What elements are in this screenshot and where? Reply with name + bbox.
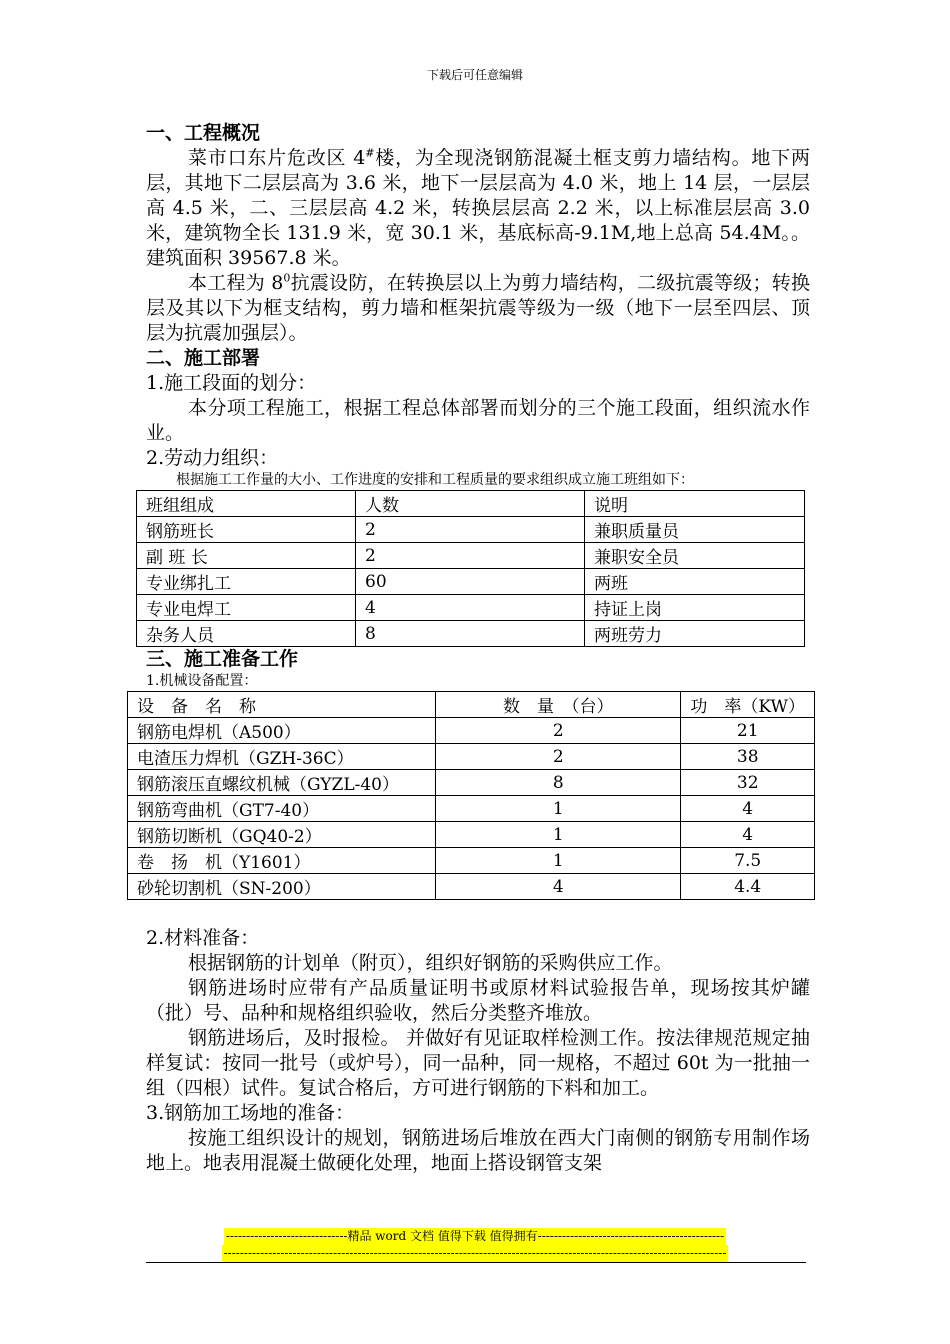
table-row [128, 796, 815, 822]
table-cell: 砂轮切割机（SN-200） [128, 874, 436, 900]
materials-paragraph-1: 根据钢筋的计划单（附页），组织好钢筋的采购供应工作。 [188, 952, 673, 974]
table-cell: 钢筋弯曲机（GT7-40） [128, 796, 436, 822]
table-row [128, 770, 815, 796]
table-cell: 38 [681, 744, 815, 770]
table-row [137, 543, 805, 569]
table-cell: 21 [681, 718, 815, 744]
table-cell: 8 [436, 770, 681, 796]
table-cell: 32 [681, 770, 815, 796]
table-row [128, 874, 815, 900]
table-header-cell: 数 量 （台） [436, 692, 681, 718]
staff-table [136, 490, 805, 647]
table-header-row [128, 692, 815, 718]
subheading-segments: 1.施工段面的划分： [146, 372, 317, 394]
table-cell: 1 [436, 796, 681, 822]
table-cell: 卷 扬 机（Y1601） [128, 848, 436, 874]
table-header-cell: 功 率（KW） [681, 692, 815, 718]
table-row [128, 848, 815, 874]
page-header: 下载后可任意编辑 [426, 68, 523, 82]
footer-banner-line-1: ------------------------------精品 word 文档 值得下载 值得拥有---------------------------------------------- [225, 1229, 725, 1243]
table-cell: 钢筋电焊机（A500） [128, 718, 436, 744]
staff-table-intro: 根据施工工作量的大小、工作进度的安排和工程质量的要求组织成立施工班组如下： [176, 472, 694, 488]
table-cell: 7.5 [681, 848, 815, 874]
materials-paragraph-2: 钢筋进场时应带有产品质量证明书或原材料试验报告单，现场按其炉罐（批）号、品种和规格组织验收，然后分类整齐堆放。 [146, 977, 810, 1024]
table-row [128, 718, 815, 744]
table-header-cell: 设 备 名 称 [128, 692, 436, 718]
segments-paragraph: 本分项工程施工，根据工程总体部署而划分的三个施工段面，组织流水作业。 [146, 397, 810, 444]
table-row [137, 595, 805, 621]
table-cell: 1 [436, 848, 681, 874]
table-cell: 8 [356, 621, 585, 647]
table-cell: 两班 [585, 569, 805, 595]
table-cell: 2 [436, 744, 681, 770]
subheading-materials: 2.材料准备： [146, 927, 260, 949]
site-paragraph: 按施工组织设计的规划，钢筋进场后堆放在西大门南侧的钢筋专用制作场地上。地表用混凝土做硬化处理，地面上搭设钢管支架 [146, 1127, 810, 1174]
overview-paragraph-2: 本工程为 $8^0$抗震设防，在转换层以上为剪力墙结构，二级抗震等级；转换层及其以下为框支结构，剪力墙和框架抗震等级为一级（地下一层至四层、顶层为抗震加强层）。 [146, 271, 810, 344]
materials-paragraph-3: 钢筋进场后，及时报检。 并做好有见证取样检测工作。按法律规范规定抽样复试：按同一批号（或炉号），同一品种，同一规格，不超过 60t 为一批抽一组（四根）试件。复试合格后，方可进行钢筋的下料和加工。 [146, 1027, 810, 1099]
table-cell: 专业绑扎工 [137, 569, 356, 595]
table-cell: 60 [356, 569, 585, 595]
table-cell: 4 [681, 822, 815, 848]
table-cell: 钢筋滚压直螺纹机械（GYZL-40） [128, 770, 436, 796]
table-cell: 4 [356, 595, 585, 621]
table-cell: 2 [356, 543, 585, 569]
table-cell: 副 班 长 [137, 543, 356, 569]
section-title-overview: 一、工程概况 [146, 122, 261, 144]
footer-rule [146, 1262, 806, 1263]
table-cell: 专业电焊工 [137, 595, 356, 621]
table-cell: 2 [356, 517, 585, 543]
equipment-table [127, 691, 815, 900]
table-row [128, 822, 815, 848]
table-cell: 杂务人员 [137, 621, 356, 647]
table-row [137, 569, 805, 595]
subheading-site: 3.钢筋加工场地的准备： [146, 1102, 355, 1124]
table-row [128, 744, 815, 770]
table-cell: 持证上岗 [585, 595, 805, 621]
table-cell: 4.4 [681, 874, 815, 900]
document-body [137, 121, 810, 1176]
overview-paragraph-1: 菜市口东片危改区 4#楼，为全现浇钢筋混凝土框支剪力墙结构。地下两层，其地下二层层高为 3.6 米，地下一层层高为 4.0 米，地上 14 层，一层层高 4.5 米，二、三层层高 4.2 米，转换层层高 2.2 米，以上标准层层高 3.0 米，建筑物全长 131.9 米，宽 30.1 米，基底标高-9.1M,地上总高 54.4M。。建筑面积 39567.8 米。 [146, 146, 810, 269]
table-cell: 兼职安全员 [585, 543, 805, 569]
page-footer [0, 1228, 950, 1262]
footer-banner-line-2: ---------------------------------------------------------------------------------------------------------------------------- [223, 1246, 727, 1260]
section-title-preparation: 三、施工准备工作 [146, 648, 299, 670]
subheading-equipment: 1.机械设备配置： [146, 673, 258, 689]
table-header-cell: 班组组成 [137, 491, 356, 517]
table-cell: 4 [681, 796, 815, 822]
table-cell: 1 [436, 822, 681, 848]
table-cell: 两班劳力 [585, 621, 805, 647]
table-header-row [137, 491, 805, 517]
subheading-labor: 2.劳动力组织： [146, 447, 279, 469]
table-cell: 兼职质量员 [585, 517, 805, 543]
table-cell: 钢筋班长 [137, 517, 356, 543]
table-row [137, 621, 805, 647]
table-cell: 钢筋切断机（GQ40-2） [128, 822, 436, 848]
section-title-deployment: 二、施工部署 [146, 347, 261, 369]
table-cell: 电渣压力焊机（GZH-36C） [128, 744, 436, 770]
table-header-cell: 人数 [356, 491, 585, 517]
table-row [137, 517, 805, 543]
table-cell: 4 [436, 874, 681, 900]
table-cell: 2 [436, 718, 681, 744]
table-header-cell: 说明 [585, 491, 805, 517]
